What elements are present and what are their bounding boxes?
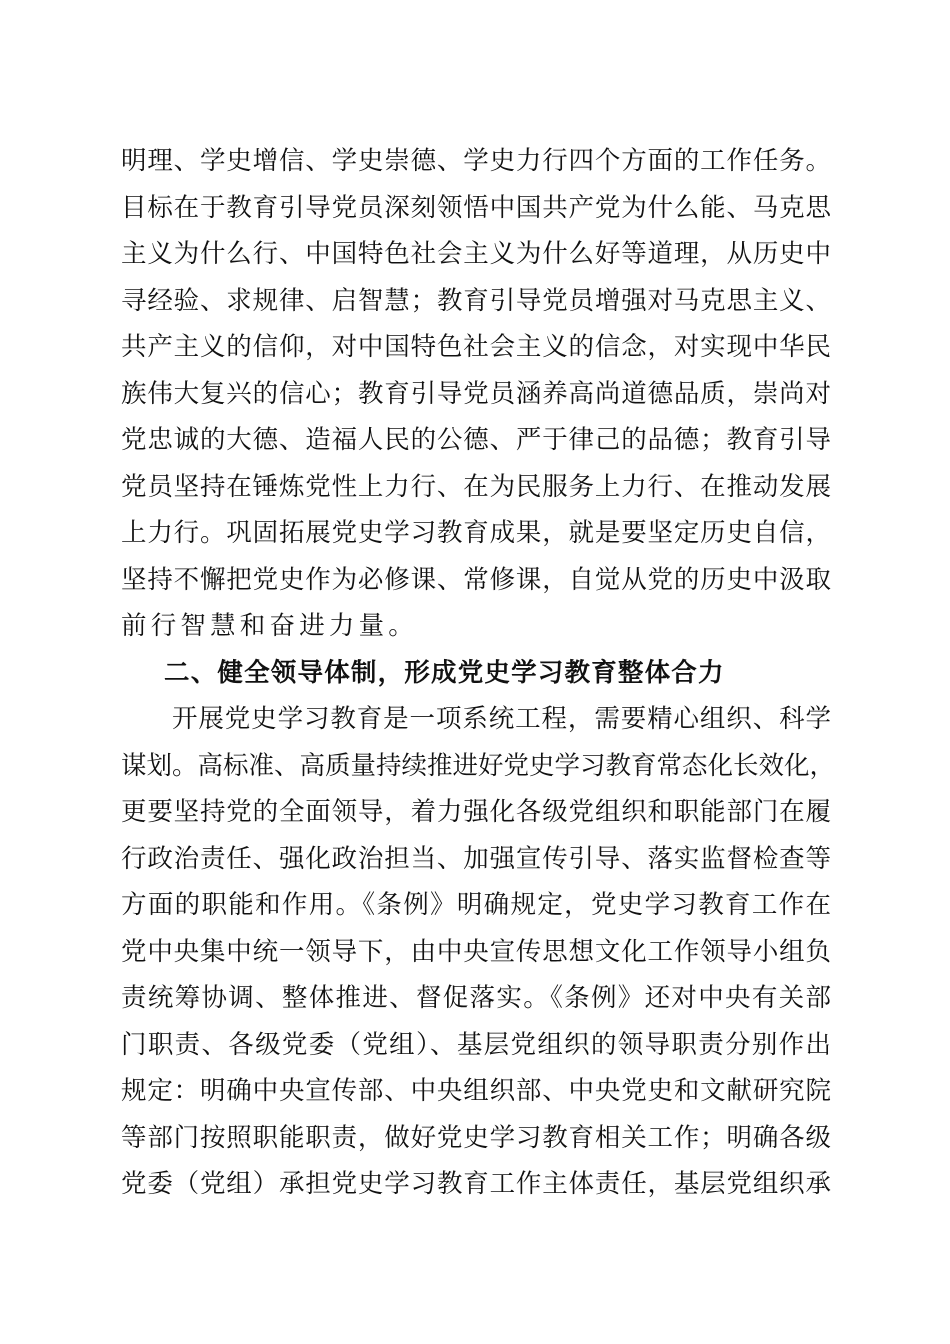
paragraph-line: 门职责、各级党委（党组）、基层党组织的领导职责分别作出 xyxy=(121,1029,831,1060)
paragraph-line: 更要坚持党的全面领导，着力强化各级党组织和职能部门在履 xyxy=(121,797,831,827)
paragraph-line: 规定：明确中央宣传部、中央组织部、中央党史和文献研究院 xyxy=(121,1076,831,1106)
paragraph-line: 谋划。高标准、高质量持续推进好党史学习教育常态化长效化， xyxy=(121,750,836,781)
paragraph-line: 明理、学史增信、学史崇德、学史力行四个方面的工作任务。 xyxy=(121,146,831,176)
paragraph-line: 党员坚持在锤炼党性上力行、在为民服务上力行、在推动发展 xyxy=(121,471,831,502)
paragraph-line: 党中央集中统一领导下，由中央宣传思想文化工作领导小组负 xyxy=(121,936,831,967)
paragraph-line: 族伟大复兴的信心；教育引导党员涵养高尚道德品质，崇尚对 xyxy=(121,378,831,409)
paragraph-line: 等部门按照职能职责，做好党史学习教育相关工作；明确各级 xyxy=(121,1122,831,1153)
paragraph-line: 上力行。巩固拓展党史学习教育成果，就是要坚定历史自信， xyxy=(121,518,831,548)
body-text xyxy=(121,138,836,1208)
paragraph-line: 寻经验、求规律、启智慧；教育引导党员增强对马克思主义、 xyxy=(121,285,831,316)
paragraph-line: 责统筹协调、整体推进、督促落实。《条例》还对中央有关部 xyxy=(121,983,831,1013)
paragraph-line: 方面的职能和作用。《条例》明确规定，党史学习教育工作在 xyxy=(121,890,831,920)
paragraph-line: 行政治责任、强化政治担当、加强宣传引导、落实监督检查等 xyxy=(121,843,831,874)
paragraph-line: 前行智慧和奋进力量。 xyxy=(121,611,419,641)
paragraph-line: 党委（党组）承担党史学习教育工作主体责任，基层党组织承 xyxy=(121,1169,831,1199)
paragraph-line: 共产主义的信仰，对中国特色社会主义的信念，对实现中华民 xyxy=(121,332,831,362)
paragraph-line: 开展党史学习教育是一项系统工程，需要精心组织、科学 xyxy=(172,704,831,734)
paragraph-line: 党忠诚的大德、造福人民的公德、严于律己的品德；教育引导 xyxy=(121,425,831,455)
paragraph-line: 目标在于教育引导党员深刻领悟中国共产党为什么能、马克思 xyxy=(121,192,831,223)
paragraph-line: 坚持不懈把党史作为必修课、常修课，自觉从党的历史中汲取 xyxy=(121,564,831,595)
paragraph-line: 主义为什么行、中国特色社会主义为什么好等道理，从历史中 xyxy=(121,239,831,269)
section-heading: 二、健全领导体制，形成党史学习教育整体合力 xyxy=(164,657,725,688)
